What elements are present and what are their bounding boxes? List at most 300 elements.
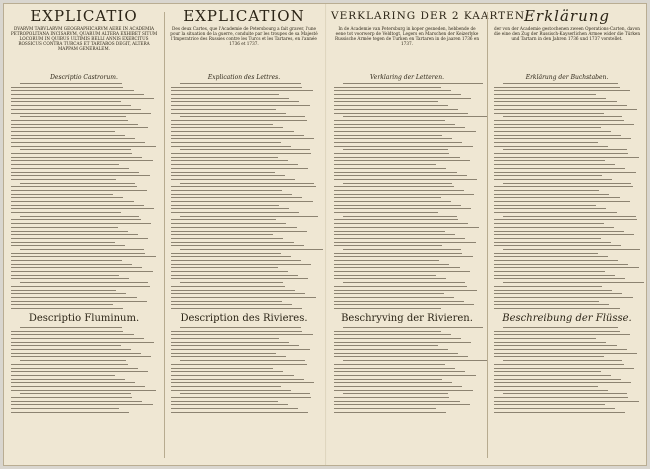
text-line xyxy=(171,131,294,132)
text-line xyxy=(494,242,611,243)
text-line xyxy=(11,242,115,243)
text-line xyxy=(343,360,488,361)
text-line xyxy=(494,127,601,128)
text-line xyxy=(334,142,462,143)
text-line xyxy=(180,216,319,217)
text-line xyxy=(11,253,145,254)
text-line xyxy=(494,90,630,91)
text-line xyxy=(171,253,281,254)
text-line xyxy=(494,87,620,88)
text-line xyxy=(494,197,620,198)
text-line xyxy=(494,227,614,228)
text-line xyxy=(334,168,446,169)
text-line xyxy=(171,113,286,114)
text-line xyxy=(11,334,134,335)
text-line xyxy=(494,338,596,339)
section-heading: Beschryving der Rivieren. xyxy=(341,312,473,324)
text-line xyxy=(171,168,308,169)
text-line xyxy=(334,138,452,139)
text-line xyxy=(334,120,445,121)
text-line xyxy=(334,234,455,235)
text-line xyxy=(494,168,625,169)
text-line xyxy=(503,216,636,217)
text-line xyxy=(171,278,308,279)
column-intro: DVARVM TABVLARVM GEOGRAPHICARVM AERE IN ACADEMIA PETROPOLITANA INCISARVM, QUARUM ALTERA EXHIBET SITUM LOCORUM IN QUIBUS ULTIMIS BELLI ANNIS EXERCITUS ROSSICUS CONTRA TURCAS ET TARTAROS DEGIT, ALTERA MAPPAM GENERALEM. xyxy=(10,26,158,51)
text-line xyxy=(343,282,466,283)
text-line xyxy=(494,331,620,332)
text-line xyxy=(11,256,156,257)
text-line xyxy=(334,368,455,369)
text-line xyxy=(343,393,448,394)
text-line xyxy=(171,219,276,220)
text-line xyxy=(334,397,449,398)
column-divider xyxy=(164,12,165,458)
column-subhead: Descriptio Castrorum. xyxy=(50,74,118,81)
text-line xyxy=(334,271,470,272)
text-line xyxy=(334,286,467,287)
text-line xyxy=(171,208,289,209)
text-line xyxy=(334,131,476,132)
text-line xyxy=(494,135,621,136)
text-line xyxy=(20,116,127,117)
text-line xyxy=(334,179,477,180)
text-line xyxy=(171,264,311,265)
text-line xyxy=(171,379,304,380)
text-line xyxy=(494,190,599,191)
section-heading: Beschreibung der Flüsse. xyxy=(502,312,632,324)
text-line xyxy=(334,205,461,206)
text-line xyxy=(503,282,645,283)
text-line xyxy=(494,271,605,272)
text-line xyxy=(343,83,483,84)
text-line xyxy=(334,101,438,102)
text-line xyxy=(11,190,147,191)
text-line xyxy=(11,297,137,298)
text-line xyxy=(11,342,154,343)
text-line xyxy=(334,304,474,305)
text-line xyxy=(503,360,623,361)
text-lines-bottom xyxy=(11,327,157,413)
text-line xyxy=(334,293,444,294)
text-line xyxy=(334,146,473,147)
text-line xyxy=(334,160,470,161)
text-line xyxy=(494,286,602,287)
text-line xyxy=(494,301,599,302)
text-line xyxy=(11,120,128,121)
text-line xyxy=(11,208,154,209)
text-line xyxy=(180,393,310,394)
text-line xyxy=(334,109,458,110)
column-subhead: Explication des Lettres. xyxy=(207,74,281,81)
text-line xyxy=(171,286,285,287)
text-line xyxy=(494,205,596,206)
text-line xyxy=(171,179,295,180)
text-line xyxy=(11,375,115,376)
text-line xyxy=(11,90,134,91)
text-line xyxy=(11,109,141,110)
text-line xyxy=(494,382,631,383)
text-line xyxy=(334,186,454,187)
text-line xyxy=(334,98,471,99)
text-line xyxy=(494,342,606,343)
text-line xyxy=(11,408,119,409)
text-line xyxy=(180,360,306,361)
text-line xyxy=(171,245,304,246)
page-fold xyxy=(325,4,327,465)
text-line xyxy=(171,194,292,195)
text-line xyxy=(180,282,284,283)
text-line xyxy=(11,345,121,346)
text-line xyxy=(11,157,142,158)
text-line xyxy=(180,149,310,150)
text-line xyxy=(11,379,125,380)
text-line xyxy=(494,98,606,99)
text-line xyxy=(11,164,119,165)
text-line xyxy=(11,234,138,235)
text-line xyxy=(171,212,299,213)
text-line xyxy=(494,113,604,114)
text-line xyxy=(20,183,135,184)
text-line xyxy=(171,390,291,391)
text-line xyxy=(11,87,123,88)
text-line xyxy=(334,127,465,128)
text-line xyxy=(11,349,131,350)
text-line xyxy=(494,401,639,402)
text-line xyxy=(171,227,297,228)
text-lines-bottom xyxy=(494,327,640,413)
text-line xyxy=(11,131,115,132)
text-line xyxy=(334,175,467,176)
text-line xyxy=(334,334,451,335)
text-line xyxy=(171,234,273,235)
text-line xyxy=(494,234,634,235)
text-line xyxy=(11,260,122,261)
text-line xyxy=(494,223,604,224)
text-line xyxy=(171,271,288,272)
text-line xyxy=(334,404,470,405)
text-line xyxy=(171,334,313,335)
text-line xyxy=(494,290,612,291)
text-line xyxy=(334,212,438,213)
text-line xyxy=(11,397,132,398)
text-line xyxy=(171,127,283,128)
text-line xyxy=(494,131,611,132)
text-line xyxy=(11,286,150,287)
text-line xyxy=(494,267,639,268)
text-line xyxy=(20,149,131,150)
text-line xyxy=(171,386,281,387)
text-line xyxy=(494,157,639,158)
text-line xyxy=(11,186,137,187)
text-line xyxy=(11,338,144,339)
text-line xyxy=(20,282,148,283)
text-line xyxy=(334,297,454,298)
text-line xyxy=(334,412,446,413)
text-line xyxy=(11,138,135,139)
text-line xyxy=(494,146,608,147)
text-line xyxy=(20,360,127,361)
text-line xyxy=(11,135,125,136)
text-line xyxy=(171,138,314,139)
column-french xyxy=(168,8,320,460)
column-intro: der von der Academie gestochenen zween Operations-Carten, davon die eine den Zug der Russisch-Kayserlichen Armee wider die Türken und Tartarn in den Jahren 1736 und 1737 vorstellet. xyxy=(493,26,641,41)
text-line xyxy=(11,331,123,332)
text-line xyxy=(11,382,135,383)
text-line xyxy=(11,231,128,232)
text-line xyxy=(11,368,138,369)
text-line xyxy=(11,127,148,128)
text-line xyxy=(11,271,153,272)
text-lines-top xyxy=(494,83,640,309)
text-line xyxy=(171,353,276,354)
text-line xyxy=(494,172,636,173)
text-line xyxy=(503,116,623,117)
text-line xyxy=(494,334,630,335)
document-sheet xyxy=(3,3,647,466)
text-line xyxy=(171,87,302,88)
column-intro: Des deux Cartes, que l'Academie de Petersbourg a fait graver, l'une pour la situation de la guerre, conduite par les troupes de sa Majesté l'Imperatrice des Russies contre les Turcs et les Tartares, en l'année 1736 et 1737. xyxy=(170,26,318,46)
text-line xyxy=(503,83,618,84)
text-line xyxy=(334,94,461,95)
text-line xyxy=(334,219,458,220)
column-german xyxy=(491,8,643,460)
text-line xyxy=(503,183,631,184)
text-line xyxy=(494,160,605,161)
text-line xyxy=(334,113,468,114)
text-lines-top xyxy=(334,83,480,309)
text-line xyxy=(494,349,627,350)
text-line xyxy=(171,293,305,294)
text-line xyxy=(171,172,275,173)
text-line xyxy=(11,293,126,294)
text-line xyxy=(171,205,279,206)
column-title: Erklärung xyxy=(523,7,611,25)
text-line xyxy=(171,368,273,369)
text-line xyxy=(334,256,473,257)
section-heading: Descriptio Fluminum. xyxy=(28,312,140,324)
text-line xyxy=(171,90,313,91)
text-line xyxy=(334,408,436,409)
text-line xyxy=(334,223,468,224)
text-line xyxy=(334,364,445,365)
text-line xyxy=(171,242,294,243)
text-line xyxy=(11,179,116,180)
text-line xyxy=(11,308,123,309)
text-line xyxy=(334,338,461,339)
text-line xyxy=(494,109,637,110)
text-line xyxy=(334,275,436,276)
text-line xyxy=(334,245,442,246)
text-line xyxy=(334,371,465,372)
text-lines-bottom xyxy=(334,327,480,413)
text-line xyxy=(494,345,617,346)
text-line xyxy=(171,401,278,402)
text-line xyxy=(171,260,301,261)
text-line xyxy=(334,264,449,265)
text-line xyxy=(334,386,462,387)
text-line xyxy=(334,260,439,261)
text-line xyxy=(334,290,477,291)
text-line xyxy=(494,94,596,95)
text-line xyxy=(494,308,620,309)
text-line xyxy=(11,201,134,202)
text-line xyxy=(334,231,445,232)
text-line xyxy=(11,105,131,106)
text-line xyxy=(171,186,316,187)
text-line xyxy=(171,164,298,165)
text-line xyxy=(11,245,125,246)
text-line xyxy=(11,267,142,268)
text-line xyxy=(11,160,153,161)
text-line xyxy=(171,331,302,332)
column-intro: In de Academie van Petersburg in koper gesneden, hebbende de eene tot voorwerp de Veldtogt, Legers en Marschen der Keizerlyke Russische Armée tegen de Turken en Tartaren in de jaaren 1736 en 1737. xyxy=(334,26,480,46)
text-line xyxy=(334,345,438,346)
text-line xyxy=(494,253,598,254)
text-line xyxy=(171,98,289,99)
text-line xyxy=(494,101,617,102)
text-line xyxy=(171,375,294,376)
text-line xyxy=(11,153,132,154)
text-line xyxy=(171,124,273,125)
text-line xyxy=(11,278,129,279)
text-line xyxy=(343,249,461,250)
text-line xyxy=(494,238,601,239)
text-line xyxy=(11,223,151,224)
text-line xyxy=(334,390,473,391)
text-line xyxy=(171,94,279,95)
text-line xyxy=(494,368,634,369)
text-line xyxy=(11,98,154,99)
text-line xyxy=(494,194,609,195)
text-line xyxy=(494,208,606,209)
text-line xyxy=(494,212,617,213)
text-line xyxy=(494,175,602,176)
text-line xyxy=(334,349,448,350)
text-line xyxy=(171,290,295,291)
text-line xyxy=(171,135,304,136)
column-subhead: Erklärung der Buchstaben. xyxy=(525,74,609,81)
text-line xyxy=(494,124,634,125)
text-line xyxy=(171,238,283,239)
text-line xyxy=(503,249,640,250)
text-line xyxy=(334,90,451,91)
text-line xyxy=(171,301,282,302)
text-line xyxy=(494,275,615,276)
text-line xyxy=(494,201,630,202)
text-line xyxy=(334,301,464,302)
text-line xyxy=(343,116,488,117)
text-line xyxy=(334,382,452,383)
text-line xyxy=(11,219,141,220)
text-line xyxy=(494,412,625,413)
text-line xyxy=(503,393,627,394)
text-line xyxy=(334,201,451,202)
text-line xyxy=(11,113,151,114)
text-line xyxy=(171,349,310,350)
text-line xyxy=(171,223,286,224)
text-line xyxy=(494,353,637,354)
text-line xyxy=(171,371,283,372)
text-line xyxy=(334,164,436,165)
text-line xyxy=(11,227,118,228)
text-line xyxy=(494,120,624,121)
text-line xyxy=(20,249,144,250)
text-line xyxy=(11,175,150,176)
text-line xyxy=(334,253,462,254)
text-line xyxy=(171,101,299,102)
text-line xyxy=(334,157,460,158)
text-line xyxy=(11,146,156,147)
text-line xyxy=(334,153,449,154)
text-line xyxy=(334,375,476,376)
text-line xyxy=(494,245,621,246)
text-line xyxy=(171,142,281,143)
text-line xyxy=(20,83,122,84)
text-line xyxy=(334,278,446,279)
text-line xyxy=(11,404,153,405)
text-line xyxy=(334,190,464,191)
text-line xyxy=(334,242,476,243)
text-line xyxy=(334,172,457,173)
text-line xyxy=(343,327,483,328)
text-line xyxy=(171,231,307,232)
text-line xyxy=(171,412,308,413)
text-line xyxy=(334,194,474,195)
text-line xyxy=(20,327,122,328)
text-line xyxy=(11,304,113,305)
text-line xyxy=(494,386,598,387)
text-line xyxy=(494,231,624,232)
text-lines-top xyxy=(11,83,157,309)
text-line xyxy=(171,201,313,202)
text-line xyxy=(11,264,132,265)
text-line xyxy=(494,142,598,143)
text-line xyxy=(171,153,311,154)
text-line xyxy=(494,297,633,298)
text-line xyxy=(11,205,144,206)
text-line xyxy=(494,364,624,365)
text-line xyxy=(334,353,458,354)
text-line xyxy=(11,412,129,413)
text-line xyxy=(494,379,621,380)
text-line xyxy=(334,356,468,357)
column-latin xyxy=(8,8,160,460)
text-line xyxy=(494,404,605,405)
text-line xyxy=(11,356,151,357)
text-line xyxy=(171,397,311,398)
text-line xyxy=(180,249,323,250)
text-line xyxy=(494,356,604,357)
text-line xyxy=(11,390,156,391)
text-line xyxy=(494,256,608,257)
text-line xyxy=(171,345,299,346)
text-line xyxy=(11,194,113,195)
text-line xyxy=(11,353,141,354)
text-line xyxy=(334,87,441,88)
column-title: EXPLICATION xyxy=(183,7,305,25)
text-line xyxy=(494,397,628,398)
text-line xyxy=(343,183,453,184)
text-line xyxy=(11,124,138,125)
text-line xyxy=(334,135,442,136)
text-line xyxy=(494,153,628,154)
text-line xyxy=(494,179,612,180)
text-line xyxy=(171,197,302,198)
text-line xyxy=(494,186,633,187)
text-line xyxy=(171,146,291,147)
text-line xyxy=(11,172,139,173)
text-line xyxy=(11,301,147,302)
